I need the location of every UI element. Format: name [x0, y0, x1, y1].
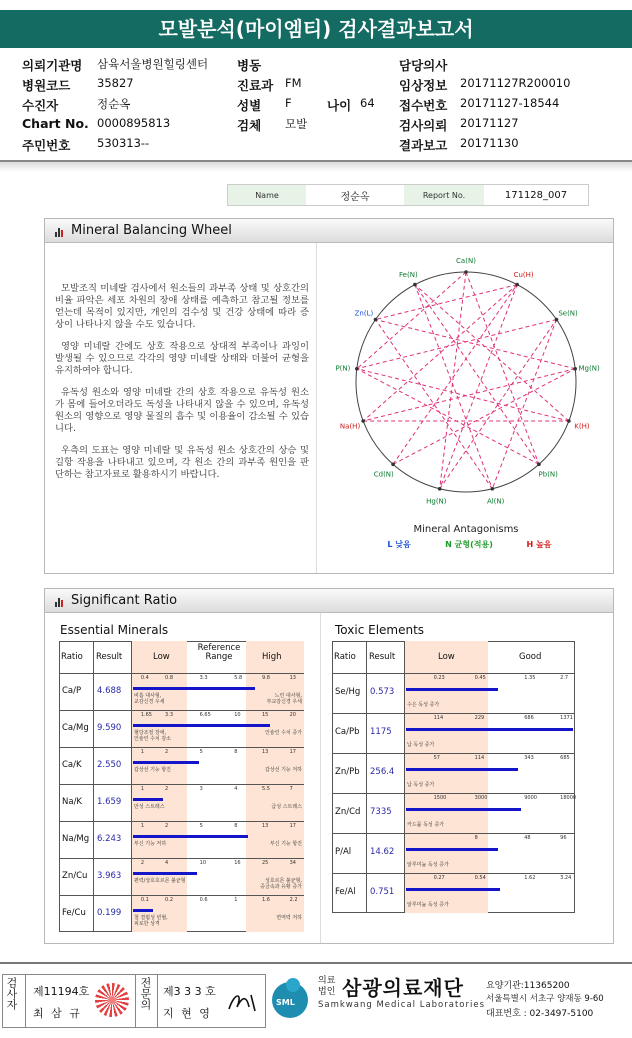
toxic-row-value: 0.751: [370, 887, 395, 897]
antagonism-line: [375, 320, 575, 369]
essential-row-sep: [59, 673, 304, 674]
header-key: Chart No.: [22, 116, 89, 131]
ratio-panel: [44, 588, 614, 944]
essential-low-note: 철 결핍성 빈혈, 피로한 상격: [134, 915, 168, 927]
wheel-label: Fe(N): [399, 270, 418, 279]
toxic-row-sep: [332, 673, 575, 674]
essential-row-sep: [59, 747, 304, 748]
toxic-table: [332, 641, 575, 916]
header-value: F: [285, 96, 292, 110]
essential-row-sep: [59, 895, 304, 896]
essential-tick: 0.6: [199, 897, 208, 903]
essential-tick: 2: [165, 786, 169, 792]
logo-text: SML: [276, 998, 295, 1007]
essential-row-value: 0.199: [97, 908, 122, 918]
toxic-tick: 686: [524, 715, 534, 721]
essential-high-note: 급성 스트레스: [271, 804, 302, 810]
wheel-label: Ca(N): [456, 257, 476, 265]
toxic-tick: 114: [474, 755, 485, 761]
header-shadow: [0, 162, 632, 172]
wheel-divider: [316, 243, 317, 573]
essential-tick: 0.1: [140, 897, 149, 903]
toxic-tick: 0.23: [433, 675, 445, 681]
age-label: 나이: [327, 98, 352, 113]
essential-row-value: 6.243: [97, 834, 122, 844]
org-english: Samkwang Medical Laboratories: [318, 1000, 486, 1010]
toxic-row-name: Ca/Pb: [335, 727, 360, 737]
toxic-tick: 96: [560, 835, 567, 841]
toxic-row-value: 7335: [370, 807, 392, 817]
wheel-node: [573, 367, 577, 371]
ratio-divider: [320, 613, 321, 943]
toxic-bar: [406, 768, 518, 771]
essential-tick: 1: [234, 897, 238, 903]
header-info: [22, 56, 622, 156]
essential-low-note: 혈당조절 장애, 인슐린 수치 감소: [134, 730, 171, 742]
essential-bar: [133, 724, 270, 727]
essential-tick: 0.4: [140, 675, 149, 681]
wheel-label: Al(N): [486, 497, 505, 506]
antagonism-line: [440, 285, 517, 489]
essential-tick: 10: [199, 860, 207, 866]
toxic-note: 납 독성 증가: [407, 742, 435, 748]
inspector-no: 제11194호: [33, 985, 90, 998]
essential-tick: 17: [289, 749, 296, 755]
wheel-panel-title: Mineral Balancing Wheel: [71, 223, 232, 238]
org-info-1: 요양기관:11365200: [486, 981, 570, 991]
essential-tick: 20: [289, 712, 296, 718]
toxic-bar: [406, 808, 521, 811]
essential-col-ref: Reference Range: [197, 643, 241, 662]
toxic-tick: 343: [524, 755, 534, 761]
name-bar: [227, 184, 589, 206]
header-value: 0000895813: [97, 116, 171, 130]
wheel-node: [464, 270, 468, 274]
wheel-label: Se(N): [558, 309, 578, 318]
toxic-tick: 0.27: [433, 875, 445, 881]
header-value: 20171127-18544: [460, 96, 560, 110]
wheel-panel: [44, 218, 614, 574]
toxic-row-sep: [332, 753, 575, 754]
essential-tick: 8: [234, 823, 238, 829]
essential-tick: 7: [289, 786, 293, 792]
specialist-name: 지 현 영: [163, 1007, 212, 1020]
toxic-row-sep: [332, 793, 575, 794]
header-key: 병동: [237, 58, 262, 73]
footer: [0, 968, 632, 1034]
toxic-tick: 2.7: [560, 675, 569, 681]
essential-row-sep: [59, 858, 304, 859]
name-value: 정순옥: [340, 191, 370, 203]
essential-tick: 6.65: [199, 712, 211, 718]
essential-low-note: 부신 기능 저하: [134, 841, 167, 847]
header-key: 의뢰기관명: [22, 58, 83, 73]
header-value: FM: [285, 76, 302, 90]
wheel-node: [555, 318, 559, 322]
essential-tick: 4: [165, 860, 169, 866]
header-key: 수진자: [22, 98, 59, 113]
signature: [225, 987, 261, 1017]
specialist-no: 제3 3 3 호: [163, 985, 216, 998]
essential-tick: 2.2: [289, 897, 298, 903]
header-key: 병원코드: [22, 78, 71, 93]
essential-col-ratio: Ratio: [61, 652, 83, 662]
essential-tick: 9.8: [261, 675, 270, 681]
toxic-row-sep: [332, 713, 575, 714]
name-label: Name: [228, 185, 306, 205]
inspector-seal: [95, 983, 129, 1017]
wheel-title: Mineral Antagonisms: [413, 524, 519, 535]
essential-col-sep1: [93, 641, 94, 932]
wheel-text: [55, 283, 309, 481]
essential-row-sep: [59, 710, 304, 711]
essential-tick: 5.5: [261, 786, 270, 792]
specialist-sep2: [157, 975, 158, 1027]
antagonism-line: [357, 369, 539, 465]
antagonism-line: [357, 320, 557, 369]
header-value: 모발: [285, 117, 308, 131]
toxic-col-ratio: Ratio: [334, 652, 356, 662]
wheel-label: Zn(L): [354, 309, 374, 318]
wheel-node: [391, 463, 395, 467]
essential-tick: 5: [199, 823, 203, 829]
wheel-paragraph-1: 모발조직 미네랄 검사에서 원소들의 과부족 상태 및 상호간의 비율 파악은 세포 차원의 장애 상태를 예측하고 참고될 정보를 얻는데 목적이 있지만, 개인의 검수성 및 건강 상태에 따라 증상이 나타나지 않을 수도 있습니다.: [55, 283, 309, 330]
header-key: 결과보고: [399, 138, 448, 153]
essential-row-name: Na/K: [62, 797, 83, 807]
essential-tick: 1: [140, 823, 145, 829]
essential-tick: 10: [234, 712, 241, 718]
antagonism-line: [492, 320, 556, 489]
toxic-tick: 114: [433, 715, 444, 721]
essential-row-value: 9.590: [97, 723, 122, 733]
legend-normal: N 균형(적용): [445, 540, 493, 549]
wheel-node: [355, 367, 359, 371]
essential-high-note: 면역력 저하: [276, 915, 302, 921]
toxic-row-sep: [332, 833, 575, 834]
wheel-label: Pb(N): [538, 470, 558, 479]
antagonism-line: [363, 285, 517, 421]
specialist-sep1: [135, 975, 136, 1027]
essential-tick: 1.6: [261, 897, 270, 903]
essential-tick: 25: [261, 860, 269, 866]
toxic-col-result: Result: [369, 652, 396, 662]
wheel-paragraph-2: 영양 미네랄 간에도 상호 작용으로 상대적 부족이나 과잉이 발생될 수 있으므로 각각의 영양 미네랄 상태와 더불어 균형을 유지하여야 합니다.: [55, 341, 309, 376]
antagonism-line: [363, 369, 575, 421]
toxic-tick: 3000: [474, 795, 488, 801]
toxic-row-value: 256.4: [370, 767, 395, 777]
essential-tick: 1.65: [140, 712, 152, 718]
report-value: 171128_007: [504, 189, 568, 201]
essential-row-name: Ca/P: [62, 686, 82, 696]
essential-high-note: 갑상선 기능 저하: [265, 767, 302, 773]
essential-tick: 3.3: [165, 712, 173, 718]
toxic-row-sep: [332, 873, 575, 874]
toxic-row-value: 0.573: [370, 687, 395, 697]
wheel-label: Cd(N): [373, 470, 394, 479]
report-title: 모발분석(마이엠티) 검사결과보고서: [0, 10, 632, 48]
wheel-paragraph-4: 우측의 도표는 영양 미네랄 및 유독성 원소 상호간의 상승 및 길항 작용을 나타내고 있으며, 각 원소 간의 과부족 원인을 판단하는 참고자료로 활용하시기 바랍니다.: [55, 445, 309, 480]
age-value: 64: [360, 96, 375, 110]
essential-low-note: 비흡 대사형, 교감신경 우세: [134, 693, 165, 705]
essential-tick: 3: [199, 786, 203, 792]
essential-col-sep2: [131, 641, 132, 932]
essential-high-note: 인슐린 수치 증가: [265, 730, 302, 736]
essential-row-name: Zn/Cu: [62, 871, 88, 881]
essential-col-result: Result: [96, 652, 123, 662]
toxic-bar: [406, 688, 498, 691]
legend-high: H 높음: [526, 540, 552, 549]
org-info-3: 대표번호 : 02-3497-5100: [486, 1009, 594, 1019]
essential-tick: 34: [289, 860, 296, 866]
header-key: 접수번호: [399, 98, 448, 113]
inspector-sep: [25, 975, 26, 1027]
ratio-panel-header: [45, 589, 613, 613]
header-key: 성별: [237, 98, 262, 113]
wheel-node: [361, 419, 365, 423]
bar-chart-icon: [55, 226, 66, 237]
toxic-tick: 8: [474, 835, 478, 841]
wheel-circle: [356, 272, 576, 492]
essential-bar: [133, 835, 248, 838]
org-name: 삼광의료재단: [342, 976, 464, 1000]
wheel-paragraph-3: 유독성 원소와 영양 미네랄 간의 상호 작용으로 유독성 원소가 몸에 들어오더라도 독성을 나타내지 않을 수 있으며, 유독성 원소의 영향으로 영양 물질의 흡수 및 이용율이 감소될 수 있습니다.: [55, 387, 309, 434]
essential-row-sep: [59, 821, 304, 822]
essential-bar: [133, 872, 197, 875]
essential-tick: 13: [261, 749, 269, 755]
antagonism-line: [375, 285, 517, 320]
inspector-name: 최 삼 규: [33, 1007, 82, 1020]
essential-tick: 0.8: [165, 675, 173, 681]
essential-tick: 0.2: [165, 897, 173, 903]
essential-tick: 15: [261, 712, 269, 718]
toxic-bar: [406, 888, 500, 891]
toxic-row-name: Se/Hg: [335, 687, 361, 697]
wheel-node: [413, 283, 417, 287]
essential-high-note: 느린 대사형, 부교감신경 우세: [266, 693, 302, 705]
toxic-note: 알루미늄 독성 증가: [407, 862, 449, 868]
toxic-tick: 229: [474, 715, 485, 721]
inspector-label: 검사자: [5, 977, 18, 1010]
antagonism-line: [415, 285, 539, 465]
essential-tick: 17: [289, 823, 296, 829]
antagonism-line: [415, 285, 569, 421]
toxic-row-value: 14.62: [370, 847, 395, 857]
essential-low-note: 만성 스트레스: [134, 804, 165, 810]
wheel-label: Mg(N): [578, 364, 600, 373]
header-value: 정순옥: [97, 97, 131, 111]
toxic-row-name: P/Al: [335, 847, 352, 857]
toxic-note: 알루미늄 독성 증가: [407, 902, 449, 908]
wheel-label: Hg(N): [426, 497, 447, 506]
toxic-tick: 18000: [560, 795, 577, 801]
toxic-row-name: Fe/Al: [335, 887, 356, 897]
toxic-tick: 1371: [560, 715, 573, 721]
toxic-row-name: Zn/Cd: [335, 807, 361, 817]
essential-tick: 1: [140, 786, 145, 792]
wheel-panel-header: [45, 219, 613, 243]
essential-high-note: 부신 기능 항진: [269, 841, 302, 847]
essential-bar: [133, 687, 255, 690]
header-value: 530313--: [97, 136, 150, 150]
antagonism-line: [357, 369, 569, 421]
toxic-bar: [406, 728, 573, 731]
wheel-node: [537, 463, 541, 467]
toxic-tick: 1500: [433, 795, 447, 801]
essential-tick: 4: [234, 786, 238, 792]
wheel-node: [515, 283, 519, 287]
essential-title: Essential Minerals: [60, 623, 169, 637]
header-key: 임상정보: [399, 78, 448, 93]
essential-row-name: Fe/Cu: [62, 908, 86, 918]
essential-tick: 13: [289, 675, 296, 681]
legend-low: L 낮음: [387, 540, 411, 549]
header-key: 주민번호: [22, 138, 71, 153]
header-value: 20171130: [460, 136, 519, 150]
toxic-bar: [406, 848, 498, 851]
essential-tick: 2: [165, 749, 169, 755]
essential-bar: [133, 761, 199, 764]
header-value: 20171127R200010: [460, 76, 571, 90]
essential-tick: 2: [140, 860, 145, 866]
essential-bar: [133, 909, 153, 912]
essential-bar: [133, 798, 163, 801]
toxic-tick: 9000: [524, 795, 537, 801]
wheel-node: [374, 318, 378, 322]
essential-row-value: 4.688: [97, 686, 122, 696]
ratio-panel-title: Significant Ratio: [71, 593, 178, 608]
essential-tick: 5.8: [234, 675, 243, 681]
essential-row-name: Ca/K: [62, 760, 82, 770]
essential-tick: 2: [165, 823, 169, 829]
essential-low-bg: [131, 641, 187, 932]
toxic-tick: 0.54: [474, 875, 486, 881]
essential-tick: 13: [261, 823, 269, 829]
essential-col-low: Low: [153, 652, 170, 662]
header-value: 35827: [97, 76, 134, 90]
antagonism-line: [393, 285, 517, 465]
essential-low-note: 편력/상호호르몬 불균형: [134, 878, 186, 884]
toxic-col-low: Low: [438, 652, 455, 662]
antagonism-line: [415, 285, 492, 489]
wheel-label: Cu(H): [513, 270, 534, 279]
wheel-label: Na(H): [339, 422, 361, 431]
toxic-tick: 1.62: [524, 875, 536, 881]
toxic-col-good: Good: [519, 652, 542, 662]
essential-row-value: 2.550: [97, 760, 122, 770]
essential-col-high: High: [262, 652, 282, 662]
antagonism-line: [393, 369, 575, 465]
essential-high-note: 성호르몬 불균형, 중금속과 유황 증가: [260, 878, 302, 890]
essential-tick: 8: [234, 749, 238, 755]
essential-low-note: 갑상선 기능 항진: [134, 767, 171, 773]
essential-table: [59, 641, 304, 936]
wheel-node: [491, 487, 495, 491]
toxic-note: 수은 독성 증가: [407, 702, 440, 708]
org-info-2: 서울특별시 서초구 양재동 9-60: [486, 994, 604, 1004]
essential-row-sep: [59, 784, 304, 785]
wheel-label: P(N): [335, 364, 351, 373]
essential-tick: 5: [199, 749, 203, 755]
toxic-row-name: Zn/Pb: [335, 767, 360, 777]
header-value: 삼육서울병원힐링센터: [97, 57, 209, 71]
essential-tick: 1: [140, 749, 145, 755]
org-prefix: 의료 법인: [318, 976, 336, 997]
header-value: 20171127: [460, 116, 519, 130]
wheel-label: K(H): [574, 422, 590, 431]
footer-divider: [0, 962, 632, 964]
inspector-box: [2, 974, 266, 1028]
toxic-tick: 57: [433, 755, 440, 761]
essential-tick: 16: [234, 860, 241, 866]
header-key: 진료과: [237, 78, 274, 93]
specialist-label: 전문의: [139, 977, 152, 1010]
toxic-tick: 1.35: [524, 675, 536, 681]
toxic-tick: 3.24: [560, 875, 572, 881]
essential-tick: 3.3: [199, 675, 208, 681]
header-key: 담당의사: [399, 58, 448, 73]
toxic-tick: 0.45: [474, 675, 486, 681]
toxic-tick: 685: [560, 755, 570, 761]
org-logo: [272, 978, 312, 1022]
header-key: 검체: [237, 118, 262, 133]
mineral-wheel: [319, 249, 613, 571]
bar-chart-icon: [55, 596, 66, 607]
toxic-row-value: 1175: [370, 727, 392, 737]
antagonism-line: [440, 272, 466, 489]
essential-row-name: Na/Mg: [62, 834, 90, 844]
header-key: 검사의뢰: [399, 118, 448, 133]
essential-row-name: Ca/Mg: [62, 723, 89, 733]
toxic-note: 납 독성 증가: [407, 782, 435, 788]
wheel-node: [567, 419, 571, 423]
report-label: Report No.: [404, 185, 484, 205]
essential-row-value: 1.659: [97, 797, 122, 807]
toxic-tick: 48: [524, 835, 531, 841]
toxic-title: Toxic Elements: [335, 623, 425, 637]
essential-row-value: 3.963: [97, 871, 122, 881]
toxic-note: 카드뮴 독성 증가: [407, 822, 444, 828]
wheel-node: [438, 487, 442, 491]
